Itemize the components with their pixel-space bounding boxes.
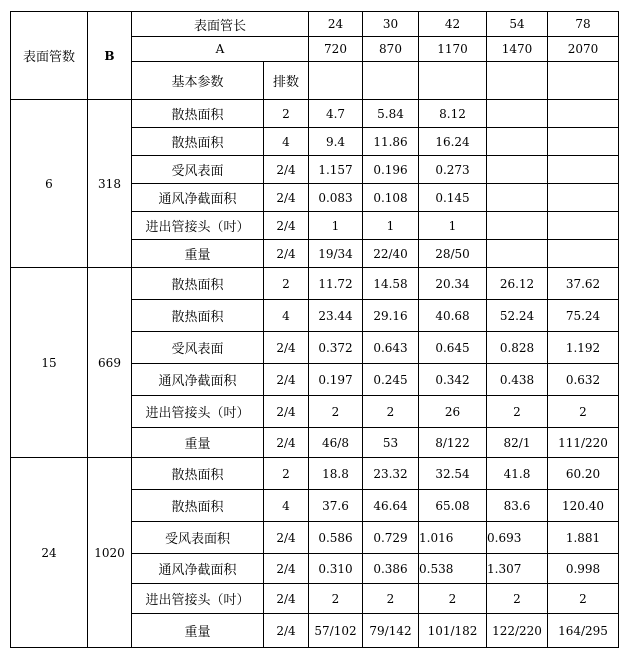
value-cell: 9.4 <box>309 128 363 156</box>
value-cell: 0.643 <box>363 332 419 364</box>
value-cell: 0.273 <box>419 156 487 184</box>
value-cell <box>487 212 548 240</box>
value-cell <box>487 240 548 268</box>
length-value: 78 <box>548 12 619 37</box>
value-cell: 0.729 <box>363 522 419 554</box>
value-cell: 0.632 <box>548 364 619 396</box>
value-cell: 1 <box>363 212 419 240</box>
param-name-cell: 进出管接头（吋） <box>132 212 264 240</box>
value-cell: 65.08 <box>419 490 487 522</box>
a-value: 1170 <box>419 37 487 62</box>
value-cell: 82/1 <box>487 428 548 458</box>
param-name-cell: 进出管接头（吋） <box>132 584 264 614</box>
b-value-cell: 1020 <box>88 458 132 648</box>
param-name-cell: 受风表面积 <box>132 522 264 554</box>
tube-count-cell: 24 <box>11 458 88 648</box>
value-cell: 46/8 <box>309 428 363 458</box>
value-cell: 22/40 <box>363 240 419 268</box>
value-cell: 111/220 <box>548 428 619 458</box>
value-cell: 37.6 <box>309 490 363 522</box>
value-cell: 1.307 <box>487 554 548 584</box>
param-name-cell: 散热面积 <box>132 100 264 128</box>
value-cell: 0.693 <box>487 522 548 554</box>
param-name-cell: 散热面积 <box>132 490 264 522</box>
length-value: 30 <box>363 12 419 37</box>
value-cell: 53 <box>363 428 419 458</box>
corner-tube-count: 表面管数 <box>11 12 88 100</box>
value-cell: 0.083 <box>309 184 363 212</box>
value-cell: 83.6 <box>487 490 548 522</box>
value-cell: 0.145 <box>419 184 487 212</box>
value-cell: 0.197 <box>309 364 363 396</box>
tube-count-cell: 6 <box>11 100 88 268</box>
value-cell: 41.8 <box>487 458 548 490</box>
value-cell <box>548 156 619 184</box>
length-value: 42 <box>419 12 487 37</box>
value-cell: 2 <box>548 584 619 614</box>
row-count-cell: 2/4 <box>264 614 309 648</box>
value-cell: 0.645 <box>419 332 487 364</box>
value-cell: 1.016 <box>419 522 487 554</box>
empty-cell <box>363 62 419 100</box>
a-value: 1470 <box>487 37 548 62</box>
value-cell <box>548 100 619 128</box>
value-cell: 1.881 <box>548 522 619 554</box>
value-cell: 46.64 <box>363 490 419 522</box>
param-name-cell: 通风净截面积 <box>132 184 264 212</box>
value-cell: 28/50 <box>419 240 487 268</box>
data-row <box>11 458 619 490</box>
value-cell: 18.8 <box>309 458 363 490</box>
corner-b: B <box>88 12 132 100</box>
value-cell: 164/295 <box>548 614 619 648</box>
rows-label: 排数 <box>264 62 309 100</box>
row-count-cell: 2/4 <box>264 332 309 364</box>
value-cell: 79/142 <box>363 614 419 648</box>
value-cell: 32.54 <box>419 458 487 490</box>
value-cell: 11.72 <box>309 268 363 300</box>
value-cell: 2 <box>487 396 548 428</box>
value-cell: 16.24 <box>419 128 487 156</box>
value-cell: 0.438 <box>487 364 548 396</box>
value-cell: 14.58 <box>363 268 419 300</box>
tube-count-cell: 15 <box>11 268 88 458</box>
row-count-cell: 4 <box>264 300 309 332</box>
empty-cell <box>309 62 363 100</box>
row-count-cell: 2 <box>264 268 309 300</box>
value-cell: 2 <box>419 584 487 614</box>
value-cell: 5.84 <box>363 100 419 128</box>
value-cell: 2 <box>363 584 419 614</box>
value-cell: 4.7 <box>309 100 363 128</box>
value-cell: 0.998 <box>548 554 619 584</box>
value-cell: 40.68 <box>419 300 487 332</box>
value-cell: 0.108 <box>363 184 419 212</box>
value-cell: 57/102 <box>309 614 363 648</box>
empty-cell <box>548 62 619 100</box>
value-cell: 23.32 <box>363 458 419 490</box>
value-cell: 122/220 <box>487 614 548 648</box>
param-name-cell: 散热面积 <box>132 300 264 332</box>
value-cell <box>487 156 548 184</box>
value-cell: 1.192 <box>548 332 619 364</box>
value-cell: 11.86 <box>363 128 419 156</box>
value-cell: 0.386 <box>363 554 419 584</box>
row-count-cell: 2/4 <box>264 554 309 584</box>
a-value: 720 <box>309 37 363 62</box>
row-count-cell: 2/4 <box>264 156 309 184</box>
value-cell: 2 <box>309 584 363 614</box>
param-name-cell: 散热面积 <box>132 458 264 490</box>
empty-cell <box>419 62 487 100</box>
param-name-cell: 受风表面 <box>132 156 264 184</box>
row-count-cell: 2/4 <box>264 364 309 396</box>
row-count-cell: 4 <box>264 490 309 522</box>
row-count-cell: 2 <box>264 458 309 490</box>
value-cell: 1.157 <box>309 156 363 184</box>
param-name-cell: 受风表面 <box>132 332 264 364</box>
value-cell: 26 <box>419 396 487 428</box>
radiator-spec-table <box>10 11 619 648</box>
a-value: 2070 <box>548 37 619 62</box>
param-name-cell: 重量 <box>132 614 264 648</box>
value-cell: 52.24 <box>487 300 548 332</box>
value-cell: 2 <box>487 584 548 614</box>
value-cell <box>487 128 548 156</box>
header-length-row <box>11 12 619 37</box>
value-cell: 2 <box>309 396 363 428</box>
row-count-cell: 2/4 <box>264 522 309 554</box>
value-cell: 0.538 <box>419 554 487 584</box>
row-count-cell: 2/4 <box>264 240 309 268</box>
value-cell: 0.310 <box>309 554 363 584</box>
length-label: 表面管长 <box>132 12 309 37</box>
value-cell <box>548 184 619 212</box>
value-cell: 0.196 <box>363 156 419 184</box>
length-value: 24 <box>309 12 363 37</box>
value-cell: 1 <box>309 212 363 240</box>
a-label: A <box>132 37 309 62</box>
value-cell: 19/34 <box>309 240 363 268</box>
row-count-cell: 2 <box>264 100 309 128</box>
param-name-cell: 进出管接头（吋） <box>132 396 264 428</box>
value-cell: 8/122 <box>419 428 487 458</box>
param-name-cell: 重量 <box>132 240 264 268</box>
value-cell <box>487 184 548 212</box>
value-cell: 20.34 <box>419 268 487 300</box>
value-cell: 0.372 <box>309 332 363 364</box>
value-cell <box>548 212 619 240</box>
value-cell: 75.24 <box>548 300 619 332</box>
value-cell <box>548 128 619 156</box>
length-value: 54 <box>487 12 548 37</box>
value-cell: 0.586 <box>309 522 363 554</box>
data-row <box>11 268 619 300</box>
value-cell: 60.20 <box>548 458 619 490</box>
value-cell: 120.40 <box>548 490 619 522</box>
row-count-cell: 2/4 <box>264 584 309 614</box>
param-name-cell: 重量 <box>132 428 264 458</box>
value-cell: 37.62 <box>548 268 619 300</box>
row-count-cell: 2/4 <box>264 212 309 240</box>
empty-cell <box>487 62 548 100</box>
param-name-cell: 散热面积 <box>132 268 264 300</box>
row-count-cell: 2/4 <box>264 396 309 428</box>
b-value-cell: 669 <box>88 268 132 458</box>
value-cell <box>487 100 548 128</box>
value-cell: 2 <box>363 396 419 428</box>
value-cell: 0.342 <box>419 364 487 396</box>
value-cell: 26.12 <box>487 268 548 300</box>
row-count-cell: 4 <box>264 128 309 156</box>
value-cell: 1 <box>419 212 487 240</box>
value-cell: 23.44 <box>309 300 363 332</box>
b-value-cell: 318 <box>88 100 132 268</box>
value-cell: 2 <box>548 396 619 428</box>
param-name-cell: 通风净截面积 <box>132 364 264 396</box>
value-cell: 101/182 <box>419 614 487 648</box>
value-cell: 29.16 <box>363 300 419 332</box>
value-cell: 8.12 <box>419 100 487 128</box>
param-name-cell: 通风净截面积 <box>132 554 264 584</box>
value-cell: 0.828 <box>487 332 548 364</box>
row-count-cell: 2/4 <box>264 428 309 458</box>
param-name-cell: 散热面积 <box>132 128 264 156</box>
basic-params-label: 基本参数 <box>132 62 264 100</box>
data-row <box>11 100 619 128</box>
a-value: 870 <box>363 37 419 62</box>
value-cell <box>548 240 619 268</box>
value-cell: 0.245 <box>363 364 419 396</box>
row-count-cell: 2/4 <box>264 184 309 212</box>
